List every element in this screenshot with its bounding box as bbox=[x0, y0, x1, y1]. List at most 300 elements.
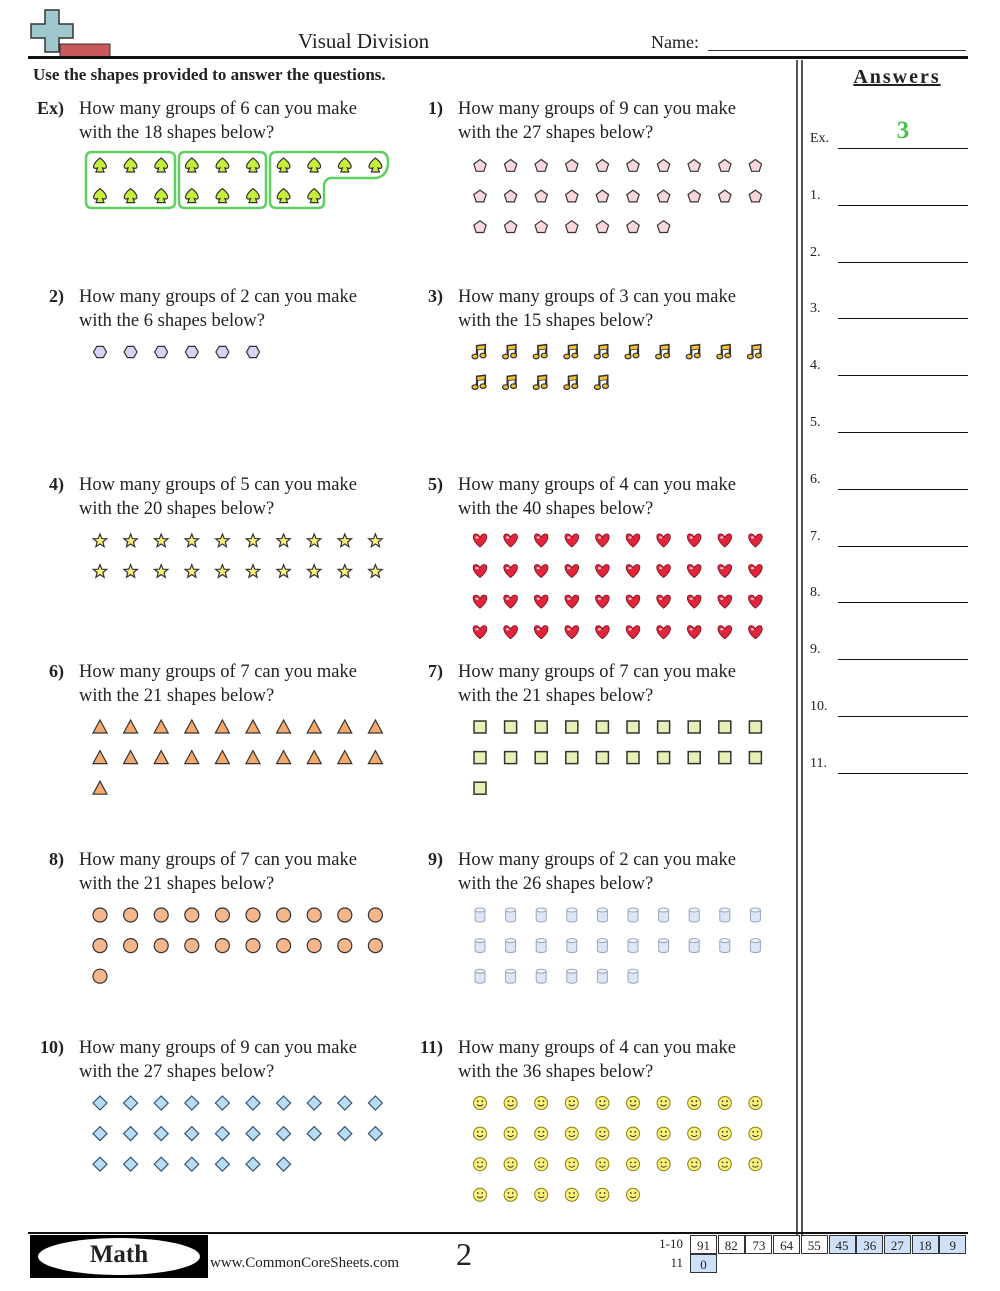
cylinder-icon bbox=[567, 939, 577, 953]
answer-blank[interactable] bbox=[838, 148, 968, 149]
diamond-icon bbox=[246, 1157, 260, 1171]
cylinder-icon bbox=[628, 939, 638, 953]
triangle-icon bbox=[185, 751, 199, 764]
triangle-icon bbox=[124, 720, 138, 733]
score-cell: 45 bbox=[829, 1235, 856, 1254]
smiley-icon bbox=[688, 1097, 701, 1110]
cylinder-icon bbox=[720, 939, 730, 953]
math-logo-text: Math bbox=[38, 1238, 200, 1275]
cylinder-icon bbox=[475, 908, 485, 922]
pentagon-icon bbox=[627, 190, 639, 202]
score-cell: 9 bbox=[939, 1235, 966, 1254]
question-line-1: How many groups of 4 can you make bbox=[458, 1038, 736, 1058]
heart-icon bbox=[749, 534, 763, 547]
spade-icon bbox=[247, 189, 260, 203]
smiley-icon bbox=[504, 1127, 517, 1140]
triangle-icon bbox=[215, 751, 229, 764]
cylinder-icon bbox=[536, 908, 546, 922]
star-icon bbox=[216, 534, 229, 547]
question-line-2: with the 27 shapes below? bbox=[458, 122, 654, 143]
triangle-icon bbox=[215, 720, 229, 733]
square-icon bbox=[535, 721, 547, 733]
pentagon-icon bbox=[596, 221, 608, 233]
star-icon bbox=[369, 565, 382, 578]
website-link[interactable]: www.CommonCoreSheets.com bbox=[210, 1255, 400, 1271]
heart-icon bbox=[596, 626, 610, 639]
pentagon-icon bbox=[749, 190, 761, 202]
question-line-1: How many groups of 6 can you make bbox=[79, 99, 357, 119]
hexagon-icon bbox=[216, 346, 229, 357]
square-icon bbox=[505, 752, 517, 764]
question-line-2: with the 21 shapes below? bbox=[79, 685, 275, 706]
heart-icon bbox=[626, 595, 640, 608]
music-note-icon bbox=[656, 345, 670, 359]
question-line-1: How many groups of 7 can you make bbox=[79, 662, 357, 682]
square-icon bbox=[658, 721, 670, 733]
question-line-1: How many groups of 7 can you make bbox=[79, 850, 357, 870]
diamond-icon bbox=[185, 1127, 199, 1141]
smiley-icon bbox=[474, 1188, 487, 1201]
music-note-icon bbox=[564, 376, 578, 390]
spade-icon bbox=[216, 158, 229, 172]
answers-divider-right bbox=[801, 60, 803, 1235]
page-number: 2 bbox=[456, 1236, 472, 1272]
diamond-icon bbox=[185, 1096, 199, 1110]
cylinder-icon bbox=[506, 939, 516, 953]
star-icon bbox=[308, 565, 321, 578]
answer-blank[interactable] bbox=[838, 318, 968, 319]
heart-icon bbox=[473, 534, 487, 547]
triangle-icon bbox=[124, 751, 138, 764]
question-line-1: How many groups of 2 can you make bbox=[458, 850, 736, 870]
smiley-icon bbox=[657, 1127, 670, 1140]
smiley-icon bbox=[535, 1158, 548, 1171]
smiley-icon bbox=[474, 1127, 487, 1140]
circle-icon bbox=[368, 908, 382, 922]
question-line-2: with the 36 shapes below? bbox=[458, 1061, 654, 1082]
triangle-icon bbox=[93, 781, 107, 794]
answers-title: Answers bbox=[853, 66, 941, 88]
cylinder-icon bbox=[659, 908, 669, 922]
smiley-icon bbox=[596, 1127, 609, 1140]
smiley-icon bbox=[627, 1127, 640, 1140]
diamond-icon bbox=[124, 1096, 138, 1110]
heart-icon bbox=[504, 534, 518, 547]
square-icon bbox=[719, 752, 731, 764]
answer-label: 1. bbox=[810, 187, 821, 203]
heart-icon bbox=[534, 595, 548, 608]
smiley-icon bbox=[504, 1158, 517, 1171]
score-row-label: 1-10 bbox=[659, 1236, 683, 1251]
smiley-icon bbox=[749, 1158, 762, 1171]
pentagon-icon bbox=[504, 221, 516, 233]
heart-icon bbox=[687, 626, 701, 639]
music-note-icon bbox=[625, 345, 639, 359]
answer-blank[interactable] bbox=[838, 375, 968, 376]
triangle-icon bbox=[246, 720, 260, 733]
smiley-icon bbox=[565, 1158, 578, 1171]
answer-example-value: 3 bbox=[896, 117, 910, 144]
square-icon bbox=[474, 721, 486, 733]
cylinder-icon bbox=[567, 908, 577, 922]
hexagon-icon bbox=[94, 346, 107, 357]
smiley-icon bbox=[688, 1127, 701, 1140]
answer-blank[interactable] bbox=[838, 716, 968, 717]
cylinder-icon bbox=[720, 908, 730, 922]
smiley-icon bbox=[749, 1127, 762, 1140]
answer-label: 3. bbox=[810, 301, 821, 317]
smiley-icon bbox=[535, 1097, 548, 1110]
smiley-icon bbox=[504, 1097, 517, 1110]
cylinder-icon bbox=[536, 939, 546, 953]
spade-icon bbox=[155, 189, 168, 203]
question-line-1: How many groups of 4 can you make bbox=[458, 475, 736, 495]
cylinder-icon bbox=[597, 908, 607, 922]
heart-icon bbox=[749, 565, 763, 578]
score-cell: 36 bbox=[856, 1235, 883, 1254]
page-title: Visual Division bbox=[298, 29, 430, 53]
answer-label: 6. bbox=[810, 471, 821, 487]
star-icon bbox=[246, 565, 259, 578]
circle-icon bbox=[277, 908, 291, 922]
group-outline bbox=[270, 152, 388, 208]
square-icon bbox=[596, 752, 608, 764]
triangle-icon bbox=[93, 720, 107, 733]
pentagon-icon bbox=[535, 221, 547, 233]
star-icon bbox=[216, 565, 229, 578]
pentagon-icon bbox=[474, 190, 486, 202]
problem-number: 2) bbox=[49, 286, 64, 306]
smiley-icon bbox=[718, 1127, 731, 1140]
answer-blank[interactable] bbox=[838, 659, 968, 660]
answer-label: 8. bbox=[810, 585, 821, 601]
triangle-icon bbox=[93, 751, 107, 764]
star-icon bbox=[124, 534, 137, 547]
smiley-icon bbox=[627, 1097, 640, 1110]
smiley-icon bbox=[535, 1127, 548, 1140]
diamond-icon bbox=[307, 1096, 321, 1110]
star-icon bbox=[338, 534, 351, 547]
score-row-label: 11 bbox=[670, 1255, 683, 1270]
problem-number: 4) bbox=[49, 474, 64, 494]
pentagon-icon bbox=[504, 190, 516, 202]
triangle-icon bbox=[154, 720, 168, 733]
circle-icon bbox=[215, 908, 229, 922]
smiley-icon bbox=[596, 1158, 609, 1171]
name-label: Name: bbox=[651, 32, 699, 52]
answer-label: 5. bbox=[810, 415, 821, 430]
spade-icon bbox=[185, 158, 198, 172]
cylinder-icon bbox=[750, 908, 760, 922]
smiley-icon bbox=[565, 1127, 578, 1140]
diamond-icon bbox=[124, 1127, 138, 1141]
cylinder-icon bbox=[597, 939, 607, 953]
diamond-icon bbox=[277, 1157, 291, 1171]
music-note-icon bbox=[472, 345, 486, 359]
pentagon-icon bbox=[504, 160, 516, 172]
circle-icon bbox=[124, 939, 138, 953]
cylinder-icon bbox=[597, 969, 607, 983]
triangle-icon bbox=[246, 751, 260, 764]
star-icon bbox=[93, 565, 106, 578]
square-icon bbox=[688, 721, 700, 733]
smiley-icon bbox=[565, 1188, 578, 1201]
circle-icon bbox=[277, 939, 291, 953]
heart-icon bbox=[534, 565, 548, 578]
music-note-icon bbox=[472, 376, 486, 390]
diamond-icon bbox=[368, 1096, 382, 1110]
triangle-icon bbox=[154, 751, 168, 764]
cylinder-icon bbox=[475, 969, 485, 983]
cylinder-icon bbox=[567, 969, 577, 983]
heart-icon bbox=[565, 565, 579, 578]
diamond-icon bbox=[338, 1127, 352, 1141]
star-icon bbox=[308, 534, 321, 547]
answer-label: 10. bbox=[810, 699, 828, 714]
spade-icon bbox=[308, 189, 321, 203]
smiley-icon bbox=[535, 1188, 548, 1201]
music-note-icon bbox=[594, 345, 608, 359]
smiley-icon bbox=[718, 1097, 731, 1110]
pentagon-icon bbox=[566, 160, 578, 172]
square-icon bbox=[596, 721, 608, 733]
music-note-icon bbox=[533, 345, 547, 359]
score-cell: 91 bbox=[690, 1235, 717, 1254]
question-line-1: How many groups of 9 can you make bbox=[79, 1038, 357, 1058]
problem-number: 8) bbox=[49, 849, 64, 869]
pentagon-icon bbox=[627, 221, 639, 233]
problem-number: 9) bbox=[428, 849, 443, 869]
heart-icon bbox=[718, 626, 732, 639]
question-line-1: How many groups of 9 can you make bbox=[458, 99, 736, 119]
diamond-icon bbox=[124, 1157, 138, 1171]
score-cell: 73 bbox=[745, 1235, 772, 1254]
square-icon bbox=[535, 752, 547, 764]
question-line-1: How many groups of 7 can you make bbox=[458, 662, 736, 682]
score-cell: 0 bbox=[690, 1254, 717, 1273]
heart-icon bbox=[687, 595, 701, 608]
answer-blank[interactable] bbox=[838, 773, 968, 774]
cylinder-icon bbox=[689, 908, 699, 922]
diamond-icon bbox=[93, 1127, 107, 1141]
answer-label: 9. bbox=[810, 642, 821, 658]
pentagon-icon bbox=[596, 160, 608, 172]
heart-icon bbox=[718, 534, 732, 547]
circle-icon bbox=[93, 908, 107, 922]
triangle-icon bbox=[277, 720, 291, 733]
circle-icon bbox=[307, 908, 321, 922]
hexagon-icon bbox=[185, 346, 198, 357]
square-icon bbox=[749, 721, 761, 733]
answer-blank[interactable] bbox=[838, 432, 968, 433]
cylinder-icon bbox=[506, 908, 516, 922]
spade-icon bbox=[369, 158, 382, 172]
circle-icon bbox=[215, 939, 229, 953]
question-line-1: How many groups of 2 can you make bbox=[79, 287, 357, 307]
heart-icon bbox=[749, 626, 763, 639]
spade-icon bbox=[308, 158, 321, 172]
smiley-icon bbox=[596, 1097, 609, 1110]
heart-icon bbox=[626, 626, 640, 639]
pentagon-icon bbox=[535, 160, 547, 172]
circle-icon bbox=[154, 939, 168, 953]
pentagon-icon bbox=[566, 190, 578, 202]
score-cell: 55 bbox=[801, 1235, 828, 1254]
score-cell: 82 bbox=[718, 1235, 745, 1254]
answer-blank[interactable] bbox=[838, 546, 968, 547]
heart-icon bbox=[504, 595, 518, 608]
question-line-2: with the 26 shapes below? bbox=[458, 873, 654, 894]
pentagon-icon bbox=[657, 190, 669, 202]
question-line-2: with the 20 shapes below? bbox=[79, 498, 275, 519]
heart-icon bbox=[473, 565, 487, 578]
pentagon-icon bbox=[749, 160, 761, 172]
triangle-icon bbox=[307, 720, 321, 733]
spade-icon bbox=[338, 158, 351, 172]
smiley-icon bbox=[627, 1188, 640, 1201]
heart-icon bbox=[504, 626, 518, 639]
cylinder-icon bbox=[628, 969, 638, 983]
square-icon bbox=[505, 721, 517, 733]
square-icon bbox=[719, 721, 731, 733]
problem-number: 3) bbox=[428, 286, 443, 306]
diamond-icon bbox=[246, 1096, 260, 1110]
diamond-icon bbox=[154, 1127, 168, 1141]
square-icon bbox=[658, 752, 670, 764]
music-note-icon bbox=[533, 376, 547, 390]
star-icon bbox=[338, 565, 351, 578]
star-icon bbox=[277, 565, 290, 578]
diamond-icon bbox=[93, 1157, 107, 1171]
smiley-icon bbox=[474, 1097, 487, 1110]
star-icon bbox=[277, 534, 290, 547]
question-line-2: with the 40 shapes below? bbox=[458, 498, 654, 519]
hexagon-icon bbox=[124, 346, 137, 357]
square-icon bbox=[749, 752, 761, 764]
heart-icon bbox=[596, 595, 610, 608]
triangle-icon bbox=[277, 751, 291, 764]
circle-icon bbox=[185, 939, 199, 953]
smiley-icon bbox=[688, 1158, 701, 1171]
problem-number: 10) bbox=[40, 1037, 64, 1057]
heart-icon bbox=[504, 565, 518, 578]
question-line-2: with the 21 shapes below? bbox=[79, 873, 275, 894]
heart-icon bbox=[718, 595, 732, 608]
question-line-2: with the 6 shapes below? bbox=[79, 310, 265, 331]
star-icon bbox=[124, 565, 137, 578]
music-note-icon bbox=[686, 345, 700, 359]
circle-icon bbox=[93, 969, 107, 983]
heart-icon bbox=[657, 565, 671, 578]
smiley-icon bbox=[504, 1188, 517, 1201]
cylinder-icon bbox=[659, 939, 669, 953]
problem-number: 7) bbox=[428, 661, 443, 681]
cylinder-icon bbox=[689, 939, 699, 953]
heart-icon bbox=[687, 534, 701, 547]
spade-icon bbox=[124, 158, 137, 172]
answer-blank[interactable] bbox=[838, 602, 968, 603]
spade-icon bbox=[94, 189, 107, 203]
circle-icon bbox=[185, 908, 199, 922]
square-icon bbox=[688, 752, 700, 764]
triangle-icon bbox=[338, 751, 352, 764]
music-note-icon bbox=[503, 376, 517, 390]
cylinder-icon bbox=[475, 939, 485, 953]
spade-icon bbox=[216, 189, 229, 203]
pentagon-icon bbox=[657, 160, 669, 172]
pentagon-icon bbox=[719, 160, 731, 172]
triangle-icon bbox=[368, 751, 382, 764]
score-cell: 18 bbox=[912, 1235, 939, 1254]
instructions: Use the shapes provided to answer the questions. bbox=[33, 65, 386, 84]
spade-icon bbox=[277, 189, 290, 203]
problem-number: Ex) bbox=[37, 98, 64, 118]
smiley-icon bbox=[627, 1158, 640, 1171]
heart-icon bbox=[626, 534, 640, 547]
pentagon-icon bbox=[566, 221, 578, 233]
circle-icon bbox=[246, 908, 260, 922]
circle-icon bbox=[368, 939, 382, 953]
pentagon-icon bbox=[474, 160, 486, 172]
triangle-icon bbox=[185, 720, 199, 733]
pentagon-icon bbox=[657, 221, 669, 233]
heart-icon bbox=[657, 595, 671, 608]
star-icon bbox=[369, 534, 382, 547]
answer-blank[interactable] bbox=[838, 489, 968, 490]
hexagon-icon bbox=[247, 346, 260, 357]
problem-number: 1) bbox=[428, 98, 443, 118]
cylinder-icon bbox=[536, 969, 546, 983]
heart-icon bbox=[565, 534, 579, 547]
question-line-1: How many groups of 5 can you make bbox=[79, 475, 357, 495]
heart-icon bbox=[565, 626, 579, 639]
circle-icon bbox=[93, 939, 107, 953]
smiley-icon bbox=[657, 1158, 670, 1171]
circle-icon bbox=[338, 908, 352, 922]
answer-blank[interactable] bbox=[838, 262, 968, 263]
smiley-icon bbox=[657, 1097, 670, 1110]
diamond-icon bbox=[277, 1096, 291, 1110]
answer-blank[interactable] bbox=[838, 205, 968, 206]
diamond-icon bbox=[215, 1127, 229, 1141]
spade-icon bbox=[94, 158, 107, 172]
square-icon bbox=[566, 752, 578, 764]
diamond-icon bbox=[215, 1096, 229, 1110]
diamond-icon bbox=[154, 1157, 168, 1171]
heart-icon bbox=[687, 565, 701, 578]
smiley-icon bbox=[596, 1188, 609, 1201]
square-icon bbox=[474, 782, 486, 794]
question-line-1: How many groups of 3 can you make bbox=[458, 287, 736, 307]
smiley-icon bbox=[718, 1158, 731, 1171]
pentagon-icon bbox=[596, 190, 608, 202]
problem-number: 5) bbox=[428, 474, 443, 494]
heart-icon bbox=[657, 534, 671, 547]
music-note-icon bbox=[594, 376, 608, 390]
answer-label: Ex. bbox=[810, 131, 830, 146]
square-icon bbox=[474, 752, 486, 764]
heart-icon bbox=[596, 565, 610, 578]
heart-icon bbox=[473, 626, 487, 639]
cylinder-icon bbox=[750, 939, 760, 953]
triangle-icon bbox=[307, 751, 321, 764]
cylinder-icon bbox=[628, 908, 638, 922]
heart-icon bbox=[657, 626, 671, 639]
diamond-icon bbox=[93, 1096, 107, 1110]
question-line-2: with the 27 shapes below? bbox=[79, 1061, 275, 1082]
triangle-icon bbox=[338, 720, 352, 733]
diamond-icon bbox=[368, 1127, 382, 1141]
